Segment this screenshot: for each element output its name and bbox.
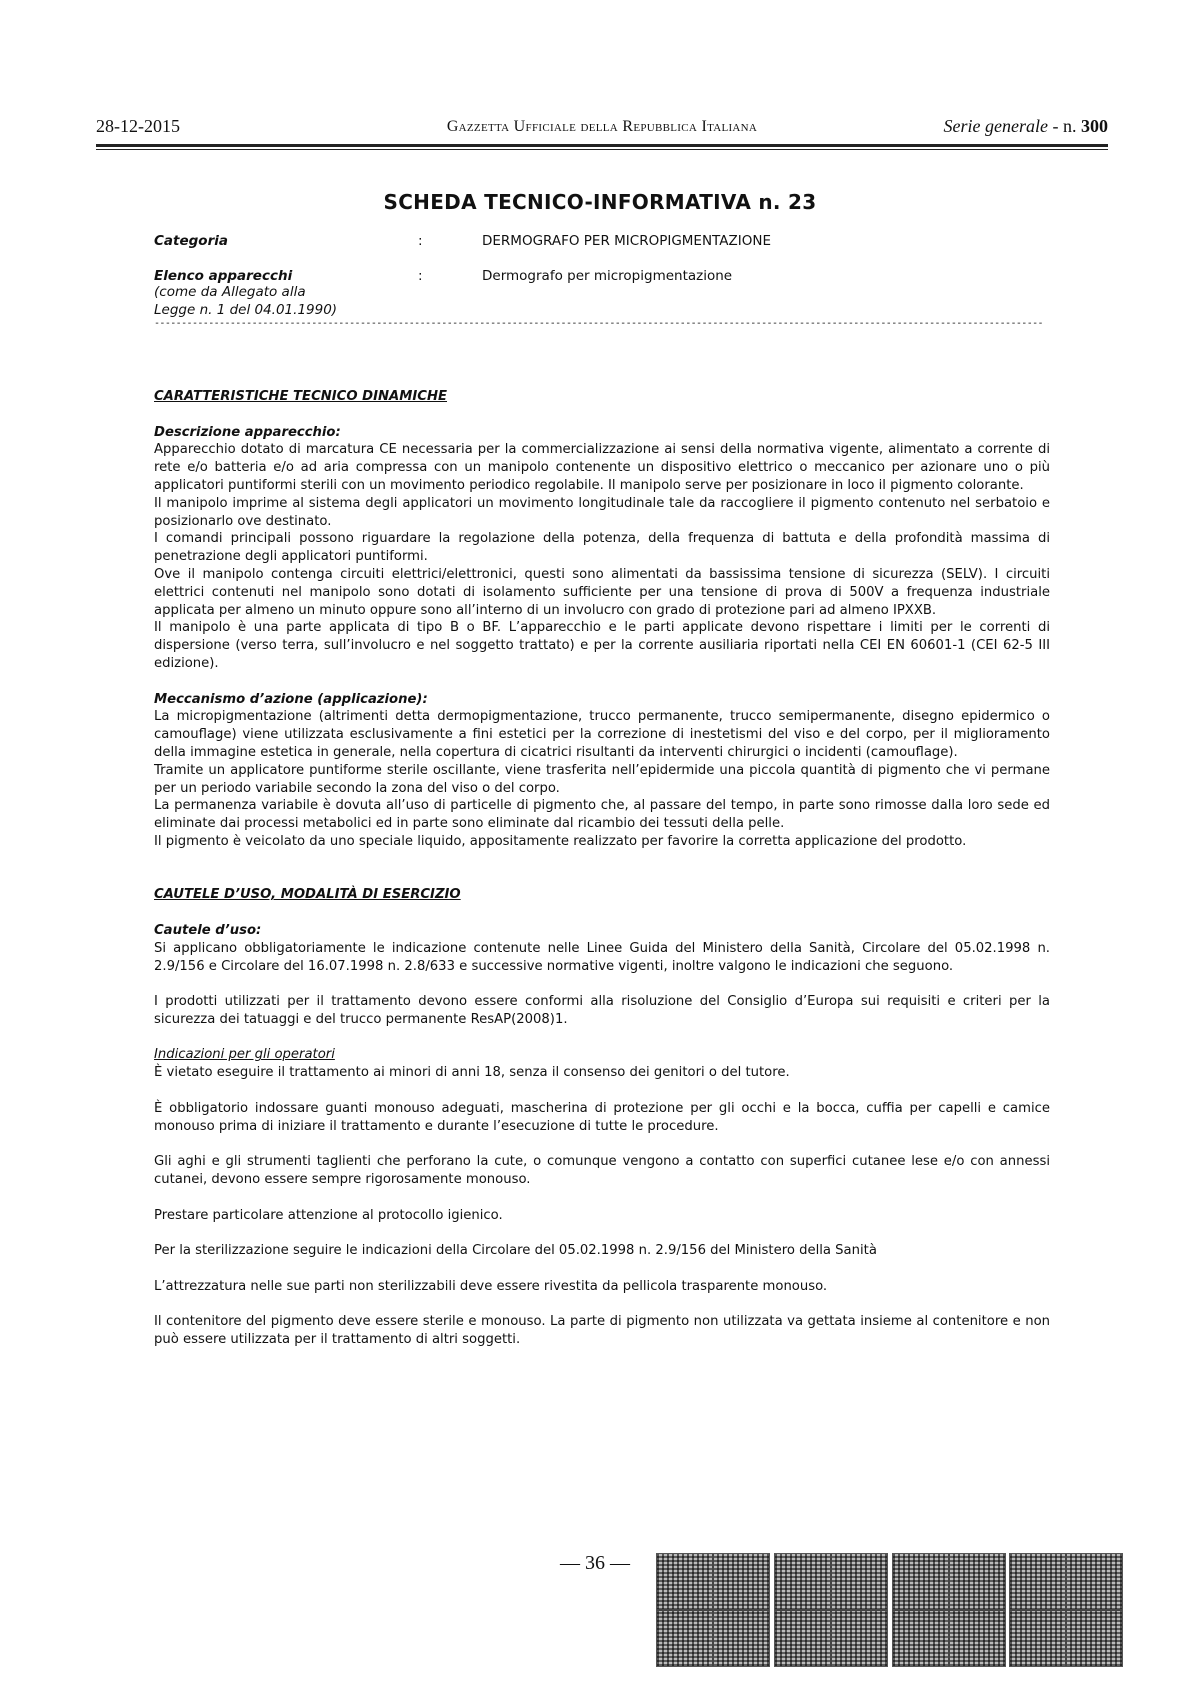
paragraph: La micropigmentazione (altrimenti detta dermopigmentazione, trucco permanente, trucco semipermanente, disegno epidermico o camouflage) viene utilizzata esclusivamente a fini estetici per la correzione di inestetismi del viso e del corpo, per il miglioramento della immagine estetica in generale, nella copertura di cicatrici risultanti da interventi chirurgici o incidenti (camouflage).: [154, 709, 1050, 760]
section-heading-caratteristiche: CARATTERISTICHE TECNICO DINAMICHE: [154, 389, 448, 404]
paragraph: Tramite un applicatore puntiforme sterile oscillante, viene trasferita nell’epidermide una piccola quantità di pigmento che vi permane per un periodo variabile secondo la zona del viso o del corpo.: [154, 762, 1050, 796]
paragraph: Apparecchio dotato di marcatura CE necessaria per la commercializzazione ai sensi della normativa vigente, alimentato a corrente di rete e/o batteria e/o ad aria compressa con un manipolo contenente un dispositivo elettrico o meccanico per azionare uno o più applicatori puntiformi sterili con un movimento periodico regolabile. Il manipolo serve per posizionare in loco il pigmento colorante.: [154, 442, 1050, 493]
colon: :: [418, 268, 423, 284]
header-publication: Gazzetta Ufficiale della Repubblica Italiana: [446, 118, 758, 135]
paragraph: Per la sterilizzazione seguire le indicazioni della Circolare del 05.02.1998 n. 2.9/156 del Ministero della Sanità: [154, 1243, 877, 1259]
series-sep: - n.: [1048, 116, 1081, 136]
elenco-sub1: (come da Allegato alla: [154, 284, 306, 300]
series-label: Serie generale: [943, 116, 1048, 136]
elenco-value: Dermografo per micropigmentazione: [482, 268, 733, 284]
paragraph: Si applicano obbligatoriamente le indicazione contenute nelle Linee Guida del Ministero della Sanità, Circolare del 05.02.1998 n. 2.9/156 e Circolare del 16.07.1998 n. 2.8/633 e successive normative vigenti, inoltre valgono le indicazioni che seguono.: [154, 940, 1050, 974]
paragraph: Il pigmento è veicolato da uno speciale liquido, appositamente realizzato per favorire la corretta applicazione del prodotto.: [154, 833, 967, 849]
paragraph: Il contenitore del pigmento deve essere sterile e monouso. La parte di pigmento non utilizzata va gettata insieme al contenitore e non può essere utilizzata per il trattamento di altri soggetti.: [154, 1314, 1050, 1348]
elenco-label: Elenco apparecchi: [154, 268, 293, 284]
datamatrix-code: [656, 1553, 770, 1667]
paragraph: Il manipolo imprime al sistema degli applicatori un movimento longitudinale tale da raccogliere il pigmento contenuto nel serbatoio e posizionarlo ove destinato.: [154, 495, 1050, 529]
page-header: [96, 116, 1108, 140]
section-heading-cautele: CAUTELE D’USO, MODALITÀ DI ESERCIZIO: [154, 887, 461, 903]
dashed-separator: --------------------------------------------------------------------------------------------------------------------------------------------------------------------: [154, 318, 1043, 329]
datamatrix-code: [1009, 1553, 1123, 1667]
descrizione-heading: Descrizione apparecchio:: [154, 424, 341, 440]
paragraph: È obbligatorio indossare guanti monouso adeguati, mascherina di protezione per gli occhi e la bocca, cuffia per capelli e camice monouso prima di iniziare il trattamento e durante l’esecuzione di tutte le procedure.: [154, 1100, 1050, 1134]
paragraph: Il manipolo è una parte applicata di tipo B o BF. L’apparecchio e le parti applicate devono rispettare i limiti per le correnti di dispersione (verso terra, sull’involucro e nel soggetto trattato) e per la corrente ausiliaria riportati nella CEI EN 60601-1 (CEI 62-5 III edizione).: [154, 620, 1050, 671]
categoria-label: Categoria: [154, 233, 228, 249]
header-rule-thin: [96, 149, 1108, 150]
datamatrix-code: [892, 1553, 1006, 1667]
elenco-label-block: [154, 268, 337, 320]
paragraph: I prodotti utilizzati per il trattamento devono essere conformi alla risoluzione del Consiglio d’Europa sui requisiti e criteri per la sicurezza dei tatuaggi e del trucco permanente ResAP(2008)1.: [154, 994, 1050, 1027]
page-number: — 36 —: [560, 1552, 630, 1574]
paragraph: I comandi principali possono riguardare la regolazione della potenza, della frequenza di battuta e della profondità massima di penetrazione degli applicatori puntiformi.: [154, 531, 1050, 565]
paragraph: Gli aghi e gli strumenti taglienti che perforano la cute, o comunque vengono a contatto con superfici cutanee lese e/o con annessi cutanei, devono essere sempre rigorosamente monouso.: [154, 1154, 1050, 1188]
meccanismo-heading: Meccanismo d’azione (applicazione):: [154, 691, 428, 707]
elenco-sub2: Legge n. 1 del 04.01.1990): [154, 301, 338, 318]
paragraph: La permanenza variabile è dovuta all’uso di particelle di pigmento che, al passare del tempo, in parte sono rimosse dalla loro sede ed eliminate dai processi metabolici ed in parte sono eliminate dal ricambio dei tessuti della pelle.: [154, 798, 1050, 832]
header-date: 28-12-2015: [96, 116, 180, 136]
series-number: 300: [1081, 116, 1108, 136]
document-title: SCHEDA TECNICO-INFORMATIVA n. 23: [383, 190, 817, 214]
document-body: [154, 388, 1050, 1349]
colon: :: [418, 233, 423, 249]
categoria-value: DERMOGRAFO PER MICROPIGMENTAZIONE: [482, 233, 771, 249]
header-series: [944, 116, 1108, 137]
paragraph: Prestare particolare attenzione al protocollo igienico.: [154, 1207, 503, 1223]
datamatrix-code: [774, 1553, 888, 1667]
paragraph: L’attrezzatura nelle sue parti non sterilizzabili deve essere rivestita da pellicola trasparente monouso.: [154, 1278, 828, 1294]
header-rule-thick: [96, 144, 1108, 147]
cautele-heading: Cautele d’uso:: [154, 922, 262, 938]
operators-heading: Indicazioni per gli operatori: [154, 1047, 335, 1063]
paragraph: Ove il manipolo contenga circuiti elettrici/elettronici, questi sono alimentati da bassissima tensione di sicurezza (SELV). I circuiti elettrici contenuti nel manipolo sono dotati di isolamento sufficiente per una tensione di prova di 500V a frequenza industriale applicata per almeno un minuto oppure sono all’interno di un involucro con grado di protezione pari ad almeno IPXXB.: [154, 566, 1050, 618]
paragraph: È vietato eseguire il trattamento ai minori di anni 18, senza il consenso dei genitori o del tutore.: [154, 1065, 790, 1081]
